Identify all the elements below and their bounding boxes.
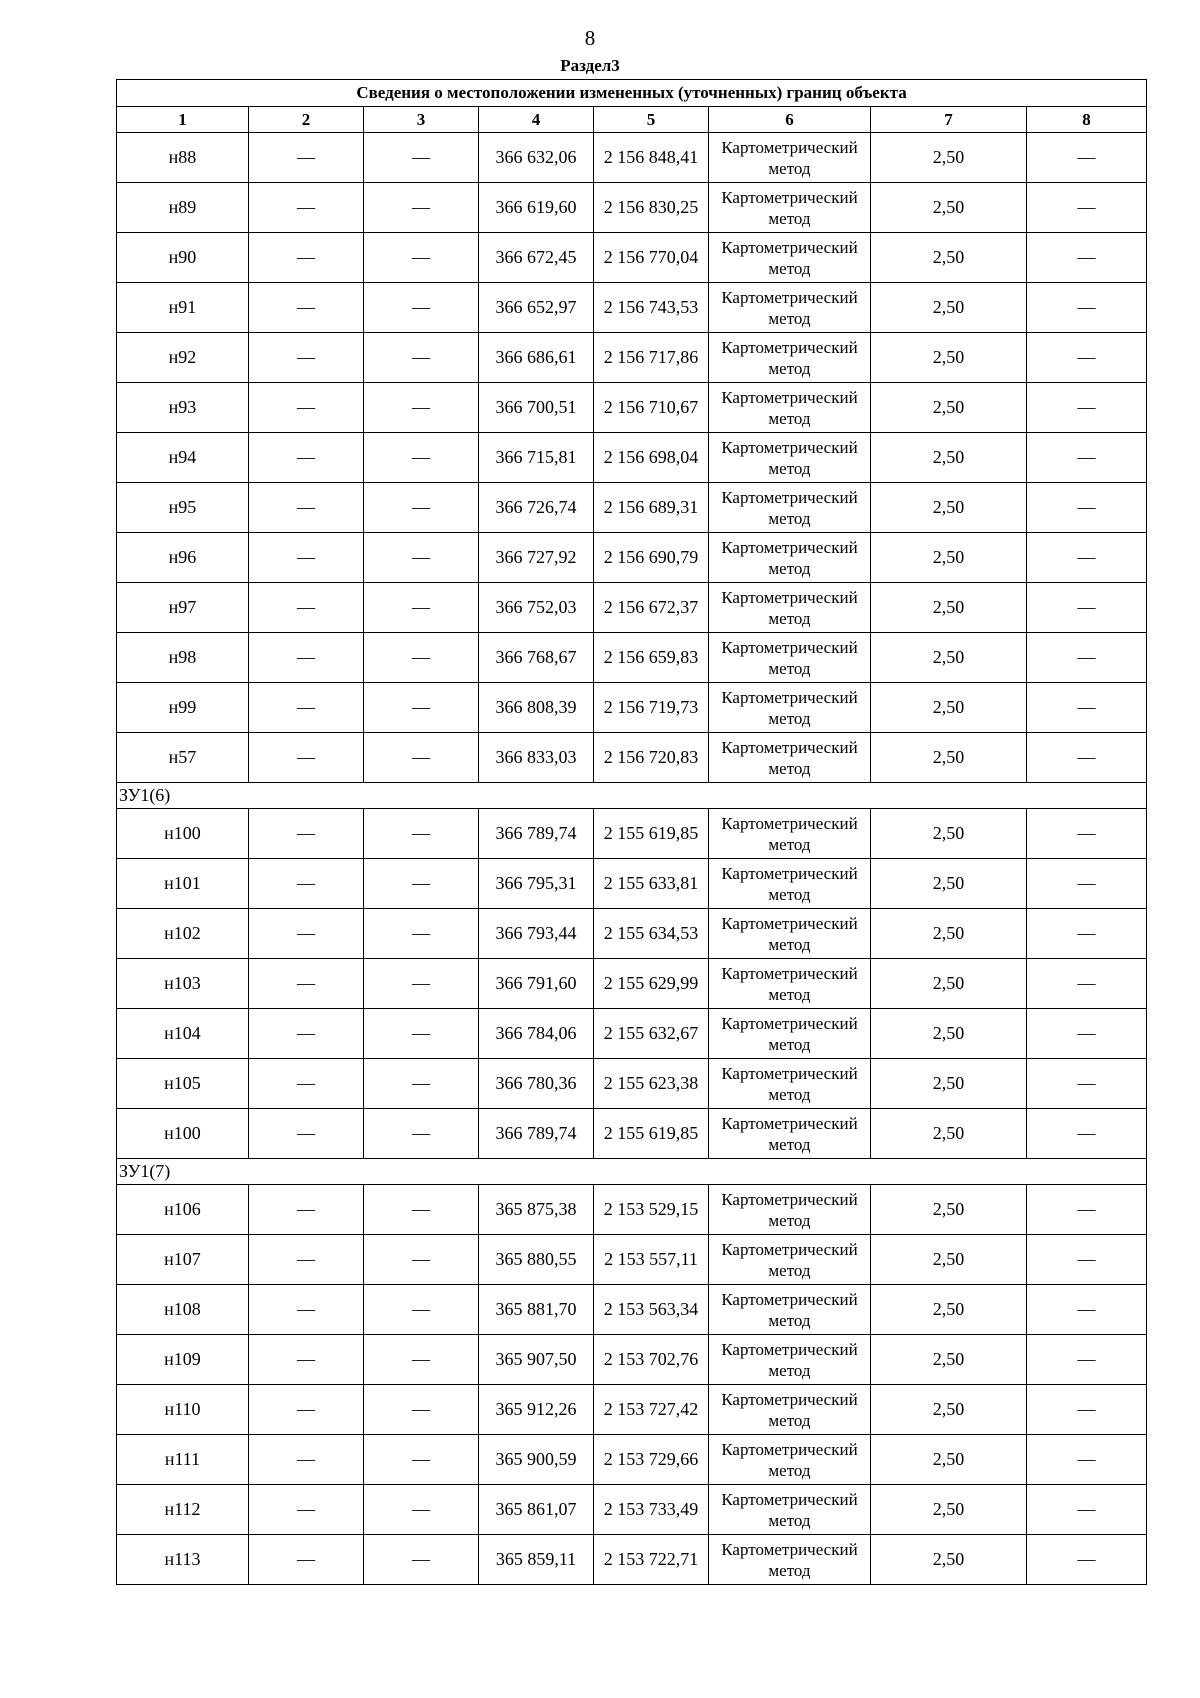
column-2-cell: — xyxy=(249,1059,364,1109)
column-3-cell: — xyxy=(364,133,479,183)
column-header: 8 xyxy=(1027,107,1147,133)
y-coordinate-cell: 2 155 619,85 xyxy=(594,809,709,859)
point-name-cell: н100 xyxy=(117,809,249,859)
method-cell: Картометрический метод xyxy=(709,1185,871,1235)
point-name-cell: н97 xyxy=(117,583,249,633)
point-name-cell: н100 xyxy=(117,1109,249,1159)
column-2-cell: — xyxy=(249,809,364,859)
column-8-cell: — xyxy=(1027,859,1147,909)
point-name-cell: н98 xyxy=(117,633,249,683)
column-2-cell: — xyxy=(249,1109,364,1159)
column-3-cell: — xyxy=(364,233,479,283)
point-name-cell: н91 xyxy=(117,283,249,333)
column-2-cell: — xyxy=(249,859,364,909)
x-coordinate-cell: 366 752,03 xyxy=(479,583,594,633)
y-coordinate-cell: 2 153 563,34 xyxy=(594,1285,709,1335)
column-header: 6 xyxy=(709,107,871,133)
column-2-cell: — xyxy=(249,483,364,533)
accuracy-cell: 2,50 xyxy=(871,683,1027,733)
x-coordinate-cell: 366 789,74 xyxy=(479,1109,594,1159)
table-row xyxy=(117,433,1147,483)
y-coordinate-cell: 2 156 690,79 xyxy=(594,533,709,583)
column-8-cell: — xyxy=(1027,233,1147,283)
accuracy-cell: 2,50 xyxy=(871,1335,1027,1385)
accuracy-cell: 2,50 xyxy=(871,633,1027,683)
method-cell: Картометрический метод xyxy=(709,909,871,959)
table-row xyxy=(117,233,1147,283)
column-header: 7 xyxy=(871,107,1027,133)
x-coordinate-cell: 365 900,59 xyxy=(479,1435,594,1485)
x-coordinate-cell: 365 861,07 xyxy=(479,1485,594,1535)
column-header-row xyxy=(117,107,1147,133)
accuracy-cell: 2,50 xyxy=(871,233,1027,283)
accuracy-cell: 2,50 xyxy=(871,733,1027,783)
x-coordinate-cell: 366 791,60 xyxy=(479,959,594,1009)
page-number: 8 xyxy=(584,26,596,50)
method-cell: Картометрический метод xyxy=(709,333,871,383)
point-name-cell: н105 xyxy=(117,1059,249,1109)
column-8-cell: — xyxy=(1027,283,1147,333)
accuracy-cell: 2,50 xyxy=(871,809,1027,859)
x-coordinate-cell: 366 715,81 xyxy=(479,433,594,483)
y-coordinate-cell: 2 156 848,41 xyxy=(594,133,709,183)
x-coordinate-cell: 365 912,26 xyxy=(479,1385,594,1435)
column-2-cell: — xyxy=(249,1335,364,1385)
x-coordinate-cell: 366 686,61 xyxy=(479,333,594,383)
column-2-cell: — xyxy=(249,283,364,333)
accuracy-cell: 2,50 xyxy=(871,1059,1027,1109)
accuracy-cell: 2,50 xyxy=(871,183,1027,233)
point-name-cell: н92 xyxy=(117,333,249,383)
column-2-cell: — xyxy=(249,1235,364,1285)
accuracy-cell: 2,50 xyxy=(871,1535,1027,1585)
column-8-cell: — xyxy=(1027,183,1147,233)
y-coordinate-cell: 2 156 720,83 xyxy=(594,733,709,783)
column-8-cell: — xyxy=(1027,1535,1147,1585)
column-3-cell: — xyxy=(364,1059,479,1109)
column-2-cell: — xyxy=(249,1009,364,1059)
method-cell: Картометрический метод xyxy=(709,1235,871,1285)
column-3-cell: — xyxy=(364,1185,479,1235)
y-coordinate-cell: 2 155 629,99 xyxy=(594,959,709,1009)
method-cell: Картометрический метод xyxy=(709,809,871,859)
point-name-cell: н101 xyxy=(117,859,249,909)
point-name-cell: н90 xyxy=(117,233,249,283)
group-header-row xyxy=(117,783,1147,809)
method-cell: Картометрический метод xyxy=(709,1109,871,1159)
y-coordinate-cell: 2 156 659,83 xyxy=(594,633,709,683)
column-header: 3 xyxy=(364,107,479,133)
x-coordinate-cell: 366 726,74 xyxy=(479,483,594,533)
method-cell: Картометрический метод xyxy=(709,1009,871,1059)
accuracy-cell: 2,50 xyxy=(871,133,1027,183)
table-row xyxy=(117,1385,1147,1435)
column-2-cell: — xyxy=(249,1485,364,1535)
column-3-cell: — xyxy=(364,859,479,909)
table-row xyxy=(117,683,1147,733)
point-name-cell: н102 xyxy=(117,909,249,959)
y-coordinate-cell: 2 155 634,53 xyxy=(594,909,709,959)
x-coordinate-cell: 366 768,67 xyxy=(479,633,594,683)
y-coordinate-cell: 2 153 557,11 xyxy=(594,1235,709,1285)
column-3-cell: — xyxy=(364,959,479,1009)
accuracy-cell: 2,50 xyxy=(871,283,1027,333)
table-row xyxy=(117,1285,1147,1335)
method-cell: Картометрический метод xyxy=(709,433,871,483)
column-2-cell: — xyxy=(249,1435,364,1485)
column-2-cell: — xyxy=(249,183,364,233)
point-name-cell: н106 xyxy=(117,1185,249,1235)
column-2-cell: — xyxy=(249,333,364,383)
method-cell: Картометрический метод xyxy=(709,1335,871,1385)
y-coordinate-cell: 2 153 729,66 xyxy=(594,1435,709,1485)
table-row xyxy=(117,183,1147,233)
method-cell: Картометрический метод xyxy=(709,1385,871,1435)
table-row xyxy=(117,859,1147,909)
x-coordinate-cell: 366 780,36 xyxy=(479,1059,594,1109)
table-row xyxy=(117,533,1147,583)
table-row xyxy=(117,1485,1147,1535)
accuracy-cell: 2,50 xyxy=(871,333,1027,383)
column-8-cell: — xyxy=(1027,733,1147,783)
x-coordinate-cell: 366 632,06 xyxy=(479,133,594,183)
y-coordinate-cell: 2 156 689,31 xyxy=(594,483,709,533)
column-2-cell: — xyxy=(249,133,364,183)
method-cell: Картометрический метод xyxy=(709,633,871,683)
column-8-cell: — xyxy=(1027,1185,1147,1235)
column-8-cell: — xyxy=(1027,1435,1147,1485)
accuracy-cell: 2,50 xyxy=(871,1235,1027,1285)
method-cell: Картометрический метод xyxy=(709,383,871,433)
x-coordinate-cell: 366 652,97 xyxy=(479,283,594,333)
table-row xyxy=(117,633,1147,683)
column-3-cell: — xyxy=(364,333,479,383)
x-coordinate-cell: 366 789,74 xyxy=(479,809,594,859)
point-name-cell: н88 xyxy=(117,133,249,183)
column-8-cell: — xyxy=(1027,809,1147,859)
column-3-cell: — xyxy=(364,1485,479,1535)
point-name-cell: н103 xyxy=(117,959,249,1009)
method-cell: Картометрический метод xyxy=(709,1285,871,1335)
method-cell: Картометрический метод xyxy=(709,283,871,333)
point-name-cell: н110 xyxy=(117,1385,249,1435)
table-body xyxy=(117,80,1147,1585)
column-8-cell: — xyxy=(1027,683,1147,733)
x-coordinate-cell: 365 881,70 xyxy=(479,1285,594,1335)
boundary-coordinates-table xyxy=(116,79,1147,1585)
accuracy-cell: 2,50 xyxy=(871,1009,1027,1059)
accuracy-cell: 2,50 xyxy=(871,1185,1027,1235)
method-cell: Картометрический метод xyxy=(709,183,871,233)
y-coordinate-cell: 2 155 619,85 xyxy=(594,1109,709,1159)
column-8-cell: — xyxy=(1027,333,1147,383)
accuracy-cell: 2,50 xyxy=(871,1385,1027,1435)
point-name-cell: н89 xyxy=(117,183,249,233)
column-2-cell: — xyxy=(249,959,364,1009)
table-row xyxy=(117,283,1147,333)
method-cell: Картометрический метод xyxy=(709,533,871,583)
point-name-cell: н108 xyxy=(117,1285,249,1335)
y-coordinate-cell: 2 155 633,81 xyxy=(594,859,709,909)
column-3-cell: — xyxy=(364,633,479,683)
column-2-cell: — xyxy=(249,533,364,583)
point-name-cell: н94 xyxy=(117,433,249,483)
method-cell: Картометрический метод xyxy=(709,1059,871,1109)
column-3-cell: — xyxy=(364,283,479,333)
y-coordinate-cell: 2 156 719,73 xyxy=(594,683,709,733)
table-row xyxy=(117,1435,1147,1485)
column-2-cell: — xyxy=(249,233,364,283)
column-8-cell: — xyxy=(1027,1385,1147,1435)
accuracy-cell: 2,50 xyxy=(871,909,1027,959)
point-name-cell: н107 xyxy=(117,1235,249,1285)
x-coordinate-cell: 366 700,51 xyxy=(479,383,594,433)
table-row xyxy=(117,583,1147,633)
group-header-row xyxy=(117,1159,1147,1185)
column-3-cell: — xyxy=(364,733,479,783)
table-row xyxy=(117,1109,1147,1159)
y-coordinate-cell: 2 156 770,04 xyxy=(594,233,709,283)
group-label: ЗУ1(7) xyxy=(117,1159,1147,1185)
column-3-cell: — xyxy=(364,1385,479,1435)
y-coordinate-cell: 2 153 733,49 xyxy=(594,1485,709,1535)
column-3-cell: — xyxy=(364,1435,479,1485)
column-3-cell: — xyxy=(364,809,479,859)
accuracy-cell: 2,50 xyxy=(871,1485,1027,1535)
column-8-cell: — xyxy=(1027,533,1147,583)
accuracy-cell: 2,50 xyxy=(871,433,1027,483)
x-coordinate-cell: 366 619,60 xyxy=(479,183,594,233)
column-8-cell: — xyxy=(1027,583,1147,633)
column-3-cell: — xyxy=(364,1109,479,1159)
column-2-cell: — xyxy=(249,1285,364,1335)
table-row xyxy=(117,1335,1147,1385)
column-3-cell: — xyxy=(364,1235,479,1285)
column-3-cell: — xyxy=(364,433,479,483)
column-header: 4 xyxy=(479,107,594,133)
x-coordinate-cell: 365 907,50 xyxy=(479,1335,594,1385)
accuracy-cell: 2,50 xyxy=(871,383,1027,433)
point-name-cell: н111 xyxy=(117,1435,249,1485)
x-coordinate-cell: 365 859,11 xyxy=(479,1535,594,1585)
point-name-cell: н96 xyxy=(117,533,249,583)
accuracy-cell: 2,50 xyxy=(871,1109,1027,1159)
column-header: 5 xyxy=(594,107,709,133)
table-row xyxy=(117,1185,1147,1235)
x-coordinate-cell: 366 833,03 xyxy=(479,733,594,783)
accuracy-cell: 2,50 xyxy=(871,1285,1027,1335)
column-header: 1 xyxy=(117,107,249,133)
column-3-cell: — xyxy=(364,1535,479,1585)
method-cell: Картометрический метод xyxy=(709,233,871,283)
column-3-cell: — xyxy=(364,909,479,959)
column-3-cell: — xyxy=(364,1285,479,1335)
point-name-cell: н95 xyxy=(117,483,249,533)
column-2-cell: — xyxy=(249,1385,364,1435)
table-row xyxy=(117,1009,1147,1059)
y-coordinate-cell: 2 153 529,15 xyxy=(594,1185,709,1235)
column-8-cell: — xyxy=(1027,1485,1147,1535)
y-coordinate-cell: 2 156 698,04 xyxy=(594,433,709,483)
y-coordinate-cell: 2 153 722,71 xyxy=(594,1535,709,1585)
y-coordinate-cell: 2 155 623,38 xyxy=(594,1059,709,1109)
y-coordinate-cell: 2 155 632,67 xyxy=(594,1009,709,1059)
x-coordinate-cell: 366 808,39 xyxy=(479,683,594,733)
point-name-cell: н109 xyxy=(117,1335,249,1385)
column-3-cell: — xyxy=(364,533,479,583)
point-name-cell: н112 xyxy=(117,1485,249,1535)
column-8-cell: — xyxy=(1027,633,1147,683)
column-8-cell: — xyxy=(1027,959,1147,1009)
column-3-cell: — xyxy=(364,183,479,233)
column-header: 2 xyxy=(249,107,364,133)
column-8-cell: — xyxy=(1027,1109,1147,1159)
column-8-cell: — xyxy=(1027,1235,1147,1285)
column-2-cell: — xyxy=(249,633,364,683)
column-8-cell: — xyxy=(1027,909,1147,959)
column-8-cell: — xyxy=(1027,1335,1147,1385)
column-3-cell: — xyxy=(364,583,479,633)
method-cell: Картометрический метод xyxy=(709,483,871,533)
x-coordinate-cell: 366 793,44 xyxy=(479,909,594,959)
method-cell: Картометрический метод xyxy=(709,133,871,183)
point-name-cell: н57 xyxy=(117,733,249,783)
table-row xyxy=(117,733,1147,783)
table-row xyxy=(117,909,1147,959)
column-2-cell: — xyxy=(249,433,364,483)
x-coordinate-cell: 366 784,06 xyxy=(479,1009,594,1059)
y-coordinate-cell: 2 156 717,86 xyxy=(594,333,709,383)
y-coordinate-cell: 2 156 743,53 xyxy=(594,283,709,333)
method-cell: Картометрический метод xyxy=(709,733,871,783)
table-row xyxy=(117,483,1147,533)
table-caption-row xyxy=(117,80,1147,107)
x-coordinate-cell: 366 795,31 xyxy=(479,859,594,909)
method-cell: Картометрический метод xyxy=(709,1435,871,1485)
column-3-cell: — xyxy=(364,1335,479,1385)
column-2-cell: — xyxy=(249,909,364,959)
method-cell: Картометрический метод xyxy=(709,583,871,633)
table-row xyxy=(117,133,1147,183)
method-cell: Картометрический метод xyxy=(709,683,871,733)
x-coordinate-cell: 366 672,45 xyxy=(479,233,594,283)
column-8-cell: — xyxy=(1027,133,1147,183)
accuracy-cell: 2,50 xyxy=(871,583,1027,633)
x-coordinate-cell: 365 875,38 xyxy=(479,1185,594,1235)
section-title: Раздел3 xyxy=(560,56,620,75)
method-cell: Картометрический метод xyxy=(709,859,871,909)
column-3-cell: — xyxy=(364,383,479,433)
column-8-cell: — xyxy=(1027,383,1147,433)
column-2-cell: — xyxy=(249,683,364,733)
table-row xyxy=(117,959,1147,1009)
point-name-cell: н104 xyxy=(117,1009,249,1059)
column-3-cell: — xyxy=(364,483,479,533)
y-coordinate-cell: 2 156 830,25 xyxy=(594,183,709,233)
table-row xyxy=(117,333,1147,383)
column-8-cell: — xyxy=(1027,1009,1147,1059)
table-row xyxy=(117,383,1147,433)
column-8-cell: — xyxy=(1027,483,1147,533)
method-cell: Картометрический метод xyxy=(709,959,871,1009)
column-8-cell: — xyxy=(1027,1285,1147,1335)
accuracy-cell: 2,50 xyxy=(871,959,1027,1009)
group-label: ЗУ1(6) xyxy=(117,783,1147,809)
y-coordinate-cell: 2 156 672,37 xyxy=(594,583,709,633)
column-2-cell: — xyxy=(249,733,364,783)
y-coordinate-cell: 2 153 702,76 xyxy=(594,1335,709,1385)
column-8-cell: — xyxy=(1027,1059,1147,1109)
point-name-cell: н99 xyxy=(117,683,249,733)
table-caption: Сведения о местоположении измененных (уточненных) границ объекта xyxy=(117,80,1147,107)
accuracy-cell: 2,50 xyxy=(871,483,1027,533)
table-row xyxy=(117,1235,1147,1285)
accuracy-cell: 2,50 xyxy=(871,533,1027,583)
column-2-cell: — xyxy=(249,1535,364,1585)
table-row xyxy=(117,1535,1147,1585)
column-3-cell: — xyxy=(364,1009,479,1059)
y-coordinate-cell: 2 156 710,67 xyxy=(594,383,709,433)
x-coordinate-cell: 366 727,92 xyxy=(479,533,594,583)
point-name-cell: н93 xyxy=(117,383,249,433)
table-row xyxy=(117,1059,1147,1109)
table-row xyxy=(117,809,1147,859)
y-coordinate-cell: 2 153 727,42 xyxy=(594,1385,709,1435)
x-coordinate-cell: 365 880,55 xyxy=(479,1235,594,1285)
column-2-cell: — xyxy=(249,383,364,433)
column-2-cell: — xyxy=(249,1185,364,1235)
column-8-cell: — xyxy=(1027,433,1147,483)
accuracy-cell: 2,50 xyxy=(871,859,1027,909)
column-2-cell: — xyxy=(249,583,364,633)
method-cell: Картометрический метод xyxy=(709,1485,871,1535)
column-3-cell: — xyxy=(364,683,479,733)
accuracy-cell: 2,50 xyxy=(871,1435,1027,1485)
point-name-cell: н113 xyxy=(117,1535,249,1585)
method-cell: Картометрический метод xyxy=(709,1535,871,1585)
